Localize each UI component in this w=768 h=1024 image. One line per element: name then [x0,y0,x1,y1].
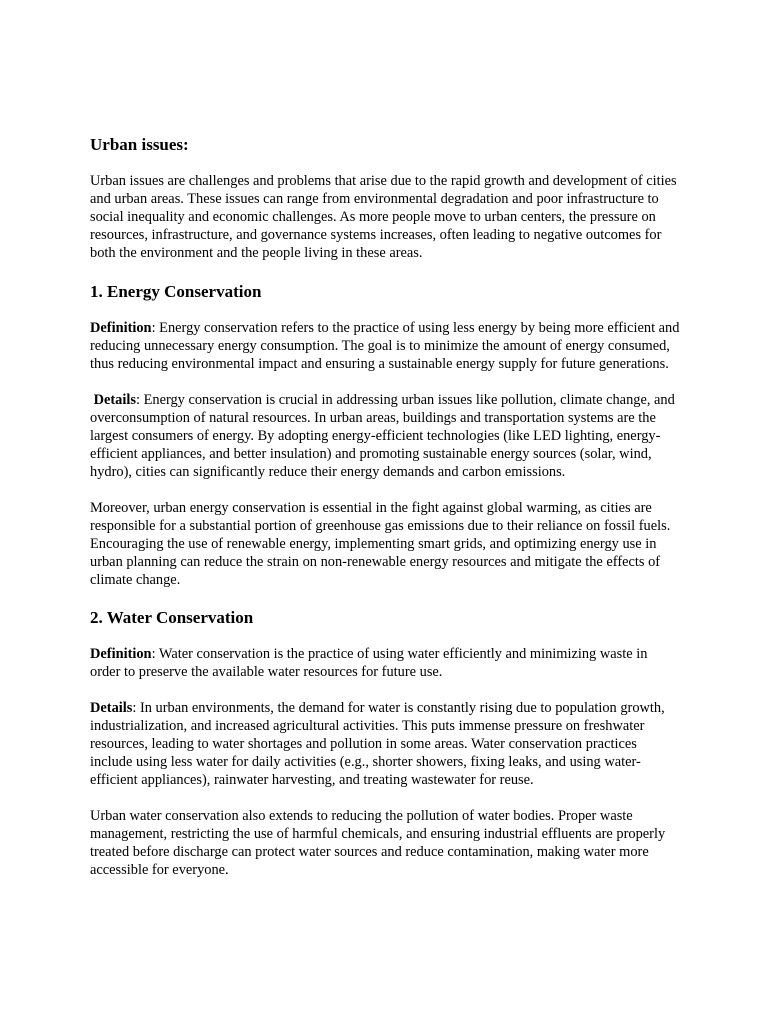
details-label: Details [90,700,133,716]
definition-label: Definition [90,646,152,662]
definition-text: : Energy conservation refers to the practice of using less energy by being more efficient and reducing unnecessary energy consumption. The goal is to minimize the amount of energy consumed, thus reducing environmental impact and ensuring a sustainable energy supply for future generations. [90,320,680,372]
document-page [90,134,680,897]
document-title: Urban issues: [90,135,189,154]
details-text: : In urban environments, the demand for water is constantly rising due to population growth, industrialization, and increased agricultural activities. This puts immense pressure on freshwater resources, leading to water shortages and pollution in some areas. Water conservation practices include using less water for daily activities (e.g., shorter showers, fixing leaks, and using water-efficient appliances), rainwater harvesting, and treating wastewater for reuse. [90,700,665,788]
water-details-paragraph [90,699,680,789]
energy-extra-paragraph: Moreover, urban energy conservation is essential in the fight against global warming, as cities are responsible for a substantial portion of greenhouse gas emissions due to their reliance on fossil fuels. Encouraging the use of renewable energy, implementing smart grids, and optimizing energy use in urban planning can reduce the strain on non-renewable energy resources and mitigate the effects of climate change. [90,500,671,588]
definition-text: : Water conservation is the practice of using water efficiently and minimizing waste in order to preserve the available water resources for future use. [90,646,648,680]
energy-definition-paragraph [90,319,680,373]
energy-details-paragraph [90,391,680,481]
details-text: : Energy conservation is crucial in addressing urban issues like pollution, climate change, and overconsumption of natural resources. In urban areas, buildings and transportation systems are the largest consumers of energy. By adopting energy-efficient technologies (like LED lighting, energy-efficient appliances, and better insulation) and promoting sustainable energy sources (solar, wind, hydro), cities can significantly reduce their energy demands and carbon emissions. [90,392,675,480]
water-extra-paragraph: Urban water conservation also extends to reducing the pollution of water bodies. Proper waste management, restricting the use of harmful chemicals, and ensuring industrial effluents are properly treated before discharge can protect water sources and reduce contamination, making water more accessible for everyone. [90,808,666,878]
section-heading-water: 2. Water Conservation [90,608,254,627]
definition-label: Definition [90,320,152,336]
intro-paragraph: Urban issues are challenges and problems that arise due to the rapid growth and development of cities and urban areas. These issues can range from environmental degradation and poor infrastructure to social inequality and economic challenges. As more people move to urban centers, the pressure on resources, infrastructure, and governance systems increases, often leading to negative outcomes for both the environment and the people living in these areas. [90,173,677,261]
water-definition-paragraph [90,645,680,681]
section-heading-energy: 1. Energy Conservation [90,282,262,301]
details-label: Details [93,392,136,408]
